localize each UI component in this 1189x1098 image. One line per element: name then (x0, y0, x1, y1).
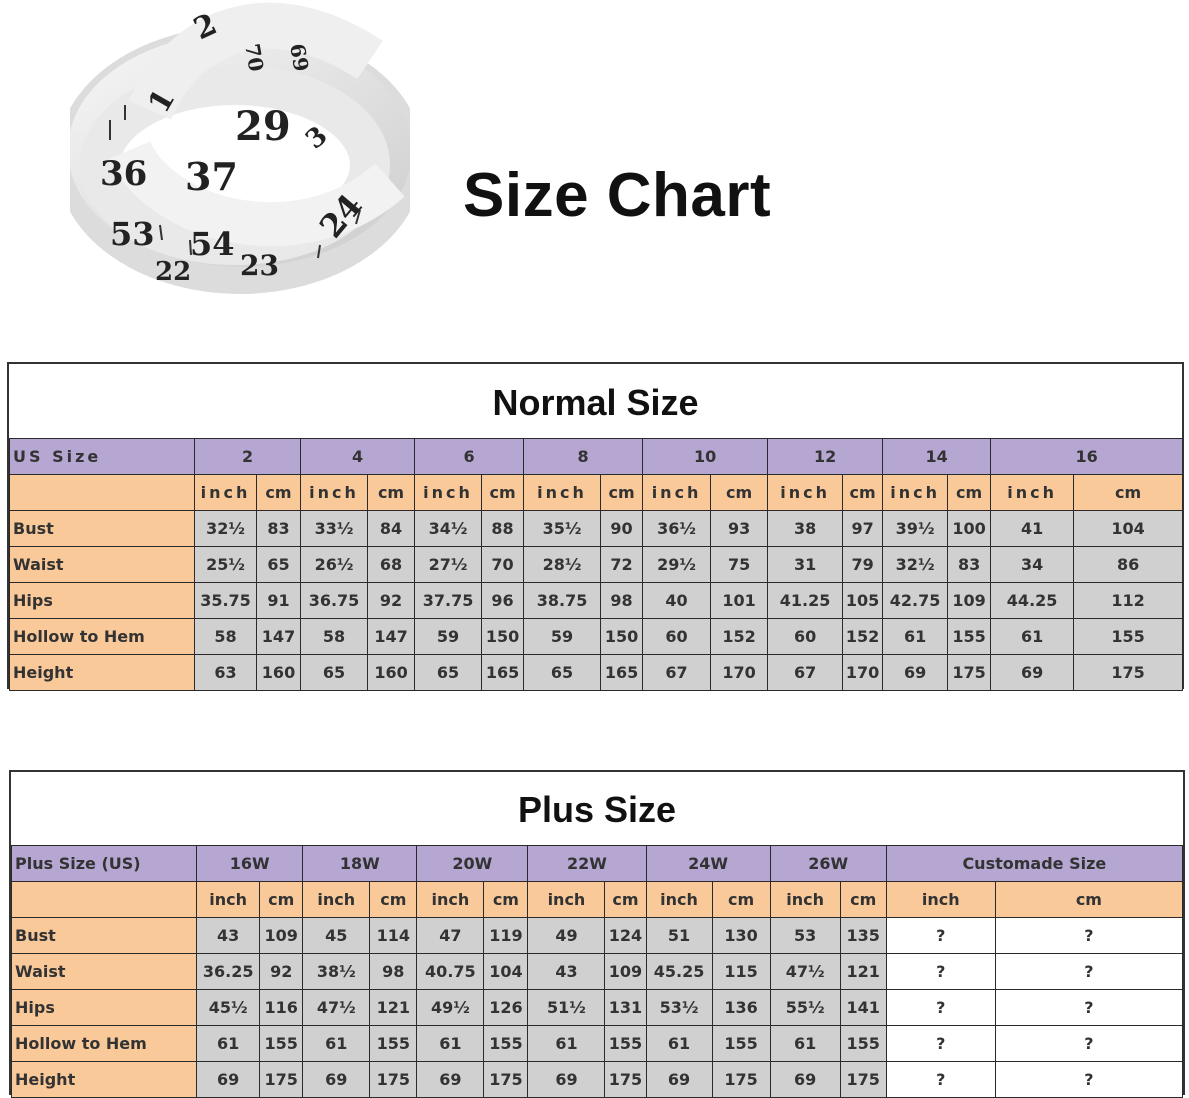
measurement-value: 100 (948, 511, 991, 547)
measurement-value: 90 (601, 511, 643, 547)
size-header-label: US Size (10, 439, 195, 475)
measurement-value: 175 (605, 1062, 646, 1098)
measurement-value: 91 (257, 583, 301, 619)
measurement-value: 150 (601, 619, 643, 655)
measurement-value: 84 (368, 511, 415, 547)
measurement-value: 152 (843, 619, 883, 655)
unit-row-blank (10, 475, 195, 511)
unit-cm-label: cm (370, 882, 417, 918)
size-column-header: Customade Size (886, 846, 1182, 882)
measurement-label: Hips (10, 583, 195, 619)
measurement-value: 92 (260, 954, 303, 990)
measurement-value: 36.25 (197, 954, 260, 990)
measurement-label: Hollow to Hem (10, 619, 195, 655)
measurement-row (12, 1026, 1183, 1062)
size-column-header: 14 (883, 439, 991, 475)
custom-size-cell: ? (995, 954, 1182, 990)
tape-number: 1 (141, 83, 183, 119)
custom-size-cell: ? (995, 1062, 1182, 1098)
measurement-value: 49 (528, 918, 605, 954)
measurement-value: 119 (484, 918, 528, 954)
measurement-value: 51 (646, 918, 712, 954)
unit-cm-label: cm (948, 475, 991, 511)
measurement-value: 32½ (195, 511, 257, 547)
measurement-label: Hips (12, 990, 197, 1026)
measurement-value: 69 (770, 1062, 840, 1098)
unit-inch-label: inch (770, 882, 840, 918)
measurement-value: 25½ (195, 547, 257, 583)
unit-inch-label: inch (195, 475, 257, 511)
measurement-value: 31 (768, 547, 843, 583)
measurement-value: 35.75 (195, 583, 257, 619)
custom-size-cell: ? (886, 990, 995, 1026)
measurement-value: 58 (195, 619, 257, 655)
size-column-header: 6 (415, 439, 524, 475)
measurement-value: 69 (528, 1062, 605, 1098)
measurement-value: 36.75 (301, 583, 368, 619)
measurement-value: 61 (883, 619, 948, 655)
measurement-value: 26½ (301, 547, 368, 583)
measurement-value: 126 (484, 990, 528, 1026)
measurement-value: 40.75 (417, 954, 484, 990)
measurement-value: 155 (712, 1026, 770, 1062)
unit-inch-label: inch (197, 882, 260, 918)
measurement-value: 72 (601, 547, 643, 583)
measurement-value: 175 (260, 1062, 303, 1098)
tape-number: 2 (188, 6, 223, 48)
measurement-value: 98 (370, 954, 417, 990)
measurement-row (10, 619, 1183, 655)
size-column-header: 2 (195, 439, 301, 475)
unit-cm-label: cm (711, 475, 768, 511)
unit-cm-label: cm (840, 882, 886, 918)
measurement-value: 88 (482, 511, 524, 547)
measurement-value: 65 (524, 655, 601, 691)
unit-cm-label: cm (260, 882, 303, 918)
measurement-value: 70 (482, 547, 524, 583)
measurement-value: 135 (840, 918, 886, 954)
measurement-value: 61 (303, 1026, 370, 1062)
tape-number: 69 (285, 41, 314, 74)
measurement-row (10, 655, 1183, 691)
measurement-value: 97 (843, 511, 883, 547)
measurement-value: 45.25 (646, 954, 712, 990)
measurement-value: 155 (1074, 619, 1183, 655)
measurement-value: 155 (370, 1026, 417, 1062)
normal-size-panel (7, 362, 1184, 689)
measurement-value: 93 (711, 511, 768, 547)
size-column-header: 16W (197, 846, 303, 882)
measurement-value: 43 (197, 918, 260, 954)
tape-number: 29 (235, 103, 291, 150)
measurement-value: 150 (482, 619, 524, 655)
measurement-value: 34 (991, 547, 1074, 583)
tape-number: 70 (240, 41, 269, 74)
measurement-value: 47½ (303, 990, 370, 1026)
measurement-value: 37.75 (415, 583, 482, 619)
measurement-value: 61 (528, 1026, 605, 1062)
normal-size-table (9, 438, 1183, 691)
tape-number: 53 (110, 215, 155, 253)
measurement-label: Height (12, 1062, 197, 1098)
measurement-value: 61 (197, 1026, 260, 1062)
unit-cm-label: cm (482, 475, 524, 511)
unit-inch-label: inch (643, 475, 711, 511)
measurement-value: 155 (948, 619, 991, 655)
size-column-header: 20W (417, 846, 528, 882)
measurement-value: 29½ (643, 547, 711, 583)
measurement-value: 75 (711, 547, 768, 583)
unit-inch-label: inch (886, 882, 995, 918)
measurement-value: 115 (712, 954, 770, 990)
measurement-value: 155 (260, 1026, 303, 1062)
measurement-value: 109 (948, 583, 991, 619)
measurement-value: 165 (482, 655, 524, 691)
measurement-value: 27½ (415, 547, 482, 583)
measurement-value: 86 (1074, 547, 1183, 583)
measurement-value: 69 (991, 655, 1074, 691)
measurement-value: 79 (843, 547, 883, 583)
measurement-value: 28½ (524, 547, 601, 583)
measurement-value: 47 (417, 918, 484, 954)
size-column-header: 12 (768, 439, 883, 475)
tape-number: 54 (190, 225, 235, 263)
unit-cm-label: cm (601, 475, 643, 511)
size-header-row (12, 846, 1183, 882)
measurement-value: 101 (711, 583, 768, 619)
measurement-value: 160 (368, 655, 415, 691)
tape-number: 22 (155, 257, 192, 287)
unit-cm-label: cm (712, 882, 770, 918)
unit-inch-label: inch (768, 475, 843, 511)
measurement-value: 136 (712, 990, 770, 1026)
measurement-value: 104 (484, 954, 528, 990)
measurement-value: 36½ (643, 511, 711, 547)
measurement-value: 83 (948, 547, 991, 583)
unit-row (12, 882, 1183, 918)
size-column-header: 24W (646, 846, 770, 882)
unit-inch-label: inch (417, 882, 484, 918)
measurement-label: Bust (10, 511, 195, 547)
measurement-value: 147 (368, 619, 415, 655)
measurement-value: 67 (643, 655, 711, 691)
measurement-value: 35½ (524, 511, 601, 547)
size-column-header: 16 (991, 439, 1183, 475)
measurement-value: 109 (605, 954, 646, 990)
measurement-value: 121 (840, 954, 886, 990)
measurement-value: 69 (646, 1062, 712, 1098)
measurement-value: 175 (712, 1062, 770, 1098)
unit-inch-label: inch (303, 882, 370, 918)
measurement-row (12, 1062, 1183, 1098)
measurement-value: 67 (768, 655, 843, 691)
tape-number: 36 (100, 154, 148, 194)
unit-cm-label: cm (995, 882, 1182, 918)
measurement-value: 155 (605, 1026, 646, 1062)
measurement-row (12, 954, 1183, 990)
measurement-value: 65 (415, 655, 482, 691)
custom-size-cell: ? (995, 1026, 1182, 1062)
measurement-value: 53½ (646, 990, 712, 1026)
size-column-header: 18W (303, 846, 417, 882)
measurement-value: 41.25 (768, 583, 843, 619)
measurement-value: 109 (260, 918, 303, 954)
measurement-row (12, 918, 1183, 954)
measurement-value: 49½ (417, 990, 484, 1026)
measurement-value: 114 (370, 918, 417, 954)
unit-cm-label: cm (257, 475, 301, 511)
measurement-value: 104 (1074, 511, 1183, 547)
measurement-value: 92 (368, 583, 415, 619)
measurement-value: 41 (991, 511, 1074, 547)
measurement-value: 61 (770, 1026, 840, 1062)
size-column-header: 10 (643, 439, 768, 475)
custom-size-cell: ? (886, 954, 995, 990)
measurement-value: 53 (770, 918, 840, 954)
measurement-value: 121 (370, 990, 417, 1026)
measurement-value: 131 (605, 990, 646, 1026)
measurement-value: 170 (711, 655, 768, 691)
measurement-value: 124 (605, 918, 646, 954)
measurement-value: 175 (370, 1062, 417, 1098)
size-header-row (10, 439, 1183, 475)
unit-cm-label: cm (843, 475, 883, 511)
measurement-value: 65 (257, 547, 301, 583)
tape-number: 37 (185, 154, 238, 199)
measurement-value: 39½ (883, 511, 948, 547)
measurement-value: 147 (257, 619, 301, 655)
measurement-value: 32½ (883, 547, 948, 583)
unit-cm-label: cm (484, 882, 528, 918)
measurement-value: 38.75 (524, 583, 601, 619)
measurement-row (10, 583, 1183, 619)
measurement-value: 60 (768, 619, 843, 655)
custom-size-cell: ? (886, 1062, 995, 1098)
tape-number: 23 (240, 249, 279, 282)
unit-inch-label: inch (991, 475, 1074, 511)
measurement-value: 33½ (301, 511, 368, 547)
measurement-value: 175 (484, 1062, 528, 1098)
measurement-value: 45½ (197, 990, 260, 1026)
measurement-label: Height (10, 655, 195, 691)
measurement-value: 58 (301, 619, 368, 655)
unit-cm-label: cm (605, 882, 646, 918)
unit-row (10, 475, 1183, 511)
measurement-value: 69 (417, 1062, 484, 1098)
size-column-header: 26W (770, 846, 886, 882)
tape-number: 24 (312, 186, 370, 246)
measurement-value: 34½ (415, 511, 482, 547)
measurement-value: 152 (711, 619, 768, 655)
measurement-value: 112 (1074, 583, 1183, 619)
unit-row-blank (12, 882, 197, 918)
plus-size-panel (9, 770, 1185, 1095)
normal-size-title: Normal Size (492, 382, 699, 423)
measurement-value: 170 (843, 655, 883, 691)
measurement-value: 175 (840, 1062, 886, 1098)
measurement-value: 160 (257, 655, 301, 691)
measuring-tape-image (70, 0, 410, 300)
measurement-value: 38 (768, 511, 843, 547)
measurement-value: 45 (303, 918, 370, 954)
measurement-value: 61 (417, 1026, 484, 1062)
unit-cm-label: cm (1074, 475, 1183, 511)
measurement-value: 59 (415, 619, 482, 655)
measurement-value: 155 (840, 1026, 886, 1062)
measurement-value: 61 (991, 619, 1074, 655)
unit-inch-label: inch (883, 475, 948, 511)
measurement-value: 51½ (528, 990, 605, 1026)
custom-size-cell: ? (995, 990, 1182, 1026)
measurement-value: 69 (303, 1062, 370, 1098)
measurement-value: 59 (524, 619, 601, 655)
unit-inch-label: inch (646, 882, 712, 918)
measurement-value: 105 (843, 583, 883, 619)
measurement-value: 43 (528, 954, 605, 990)
unit-cm-label: cm (368, 475, 415, 511)
measurement-value: 63 (195, 655, 257, 691)
size-column-header: 8 (524, 439, 643, 475)
measurement-value: 96 (482, 583, 524, 619)
measurement-value: 40 (643, 583, 711, 619)
measurement-value: 69 (197, 1062, 260, 1098)
measurement-value: 98 (601, 583, 643, 619)
custom-size-cell: ? (886, 1026, 995, 1062)
measurement-value: 42.75 (883, 583, 948, 619)
measurement-value: 116 (260, 990, 303, 1026)
unit-inch-label: inch (415, 475, 482, 511)
measurement-value: 165 (601, 655, 643, 691)
measurement-value: 55½ (770, 990, 840, 1026)
size-header-label: Plus Size (US) (12, 846, 197, 882)
measurement-row (12, 990, 1183, 1026)
measurement-value: 65 (301, 655, 368, 691)
size-column-header: 22W (528, 846, 646, 882)
measurement-label: Waist (12, 954, 197, 990)
unit-inch-label: inch (301, 475, 368, 511)
measurement-row (10, 547, 1183, 583)
measurement-row (10, 511, 1183, 547)
size-column-header: 4 (301, 439, 415, 475)
measurement-value: 38½ (303, 954, 370, 990)
tape-number: 3 (300, 120, 334, 156)
unit-inch-label: inch (524, 475, 601, 511)
measurement-value: 68 (368, 547, 415, 583)
measurement-value: 175 (948, 655, 991, 691)
measurement-value: 69 (883, 655, 948, 691)
custom-size-cell: ? (995, 918, 1182, 954)
measurement-label: Bust (12, 918, 197, 954)
measurement-value: 61 (646, 1026, 712, 1062)
measurement-value: 141 (840, 990, 886, 1026)
custom-size-cell: ? (886, 918, 995, 954)
measurement-value: 130 (712, 918, 770, 954)
measurement-value: 60 (643, 619, 711, 655)
page-title: Size Chart (463, 161, 772, 230)
unit-inch-label: inch (528, 882, 605, 918)
measurement-value: 175 (1074, 655, 1183, 691)
plus-size-title: Plus Size (517, 789, 677, 830)
measurement-value: 155 (484, 1026, 528, 1062)
measurement-label: Hollow to Hem (12, 1026, 197, 1062)
measurement-value: 47½ (770, 954, 840, 990)
measurement-value: 83 (257, 511, 301, 547)
measurement-value: 44.25 (991, 583, 1074, 619)
measurement-label: Waist (10, 547, 195, 583)
plus-size-table (11, 845, 1183, 1098)
